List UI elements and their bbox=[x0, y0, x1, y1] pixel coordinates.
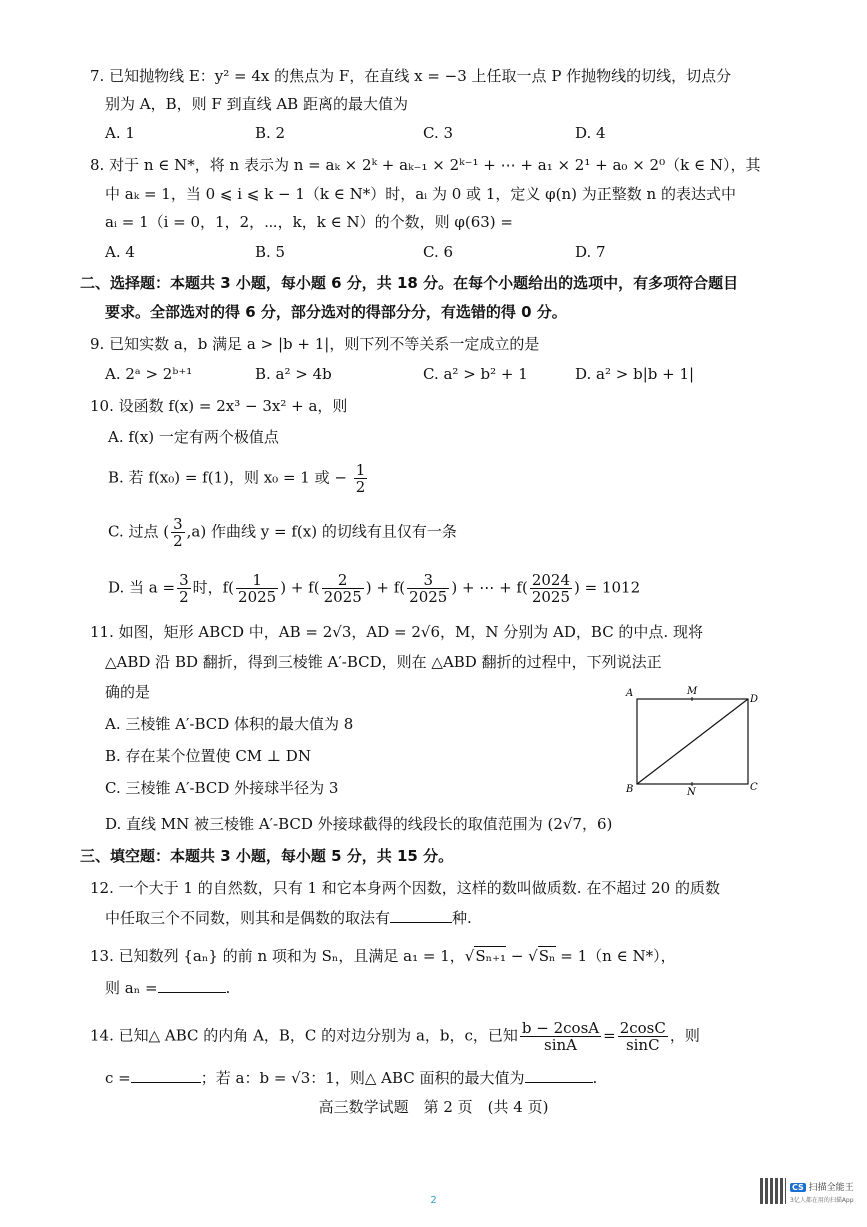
q14-frac-1 bbox=[520, 1020, 601, 1053]
fraction-numerator: b − 2cosA bbox=[521, 1019, 600, 1037]
q14-frac-2 bbox=[618, 1020, 668, 1053]
q10-d-frac-3 bbox=[407, 572, 449, 605]
q11-option-c: C. 三棱锥 A′-BCD 外接球半径为 3 bbox=[105, 779, 339, 797]
q10-stem: 10. 设函数 f(x) = 2x³ − 3x² + a，则 bbox=[90, 397, 348, 415]
q14-line1 bbox=[90, 1020, 700, 1053]
fraction-denominator: 2 bbox=[355, 478, 366, 496]
q13-line1-tail: = 1（n ∈ N*）， bbox=[555, 947, 676, 965]
label-c: C bbox=[750, 782, 758, 793]
q13-line2-text: 则 aₙ = bbox=[105, 979, 158, 997]
q11-line1: 11. 如图，矩形 ABCD 中，AB = 2√3，AD = 2√6，M，N 分别为 AD，BC 的中点. 现将 bbox=[90, 623, 703, 641]
fraction-numerator: 3 bbox=[173, 515, 183, 533]
q8-option-a: A. 4 bbox=[105, 243, 135, 261]
fraction-denominator: 2025 bbox=[409, 588, 448, 606]
q10-option-b-fraction bbox=[354, 462, 368, 495]
q9-option-b: B. a² > 4b bbox=[255, 365, 332, 383]
fraction-numerator: 2cosC bbox=[619, 1019, 666, 1037]
fraction-denominator: 2025 bbox=[323, 588, 362, 606]
diagonal-bd bbox=[637, 699, 748, 784]
scanner-watermark bbox=[790, 1180, 854, 1204]
q9-option-a: A. 2ᵃ > 2ᵇ⁺¹ bbox=[105, 365, 193, 383]
q8-option-c: C. 6 bbox=[423, 243, 454, 261]
rectangle-abcd-figure bbox=[620, 680, 770, 795]
section2-heading-line1: 二、选择题：本题共 3 小题，每小题 6 分，共 18 分。在每个小题给出的选项中，有多项符合题目 bbox=[80, 274, 739, 292]
q9-option-d: D. a² > b|b + 1| bbox=[575, 365, 695, 383]
q10-option-a: A. f(x) 一定有两个极值点 bbox=[108, 428, 279, 446]
q10-option-c bbox=[108, 516, 457, 549]
q14-line2-tail: . bbox=[592, 1069, 598, 1087]
q11-line3: 确的是 bbox=[105, 683, 151, 701]
q7-line1: 7. 已知抛物线 E：y² = 4x 的焦点为 F，在直线 x = −3 上任取一点 P 作抛物线的切线，切点分 bbox=[90, 67, 732, 85]
q7-option-c: C. 3 bbox=[423, 124, 454, 142]
q8-line1: 8. 对于 n ∈ N*，将 n 表示为 n = aₖ × 2ᵏ + aₖ₋₁ × 2ᵏ⁻¹ + ⋯ + a₁ × 2¹ + a₀ × 2⁰（k ∈ N），其 bbox=[90, 156, 761, 174]
q10-d-sep: ) + f( bbox=[280, 578, 320, 597]
fraction-numerator: 2024 bbox=[531, 571, 570, 589]
equals-sign: = bbox=[603, 1026, 616, 1045]
q14-line1-text: 14. 已知△ ABC 的内角 A，B，C 的对边分别为 a，b，c，已知 bbox=[90, 1026, 518, 1045]
q11-option-b: B. 存在某个位置使 CM ⊥ DN bbox=[105, 747, 311, 765]
scanner-tagline: 3亿人都在用的扫描App bbox=[790, 1197, 854, 1204]
sqrt-s-n: Sₙ bbox=[538, 947, 556, 965]
q13-line2-tail: . bbox=[225, 979, 231, 997]
fraction-denominator: sinA bbox=[544, 1036, 577, 1054]
qr-code-icon bbox=[760, 1178, 786, 1204]
label-n: N bbox=[687, 787, 696, 795]
label-b: B bbox=[626, 784, 634, 795]
q10-option-b-text: B. 若 f(x₀) = f(1)，则 x₀ = 1 或 − bbox=[108, 468, 347, 487]
fraction-denominator: sinC bbox=[625, 1036, 660, 1054]
q9-stem: 9. 已知实数 a，b 满足 a > |b + 1|，则下列不等关系一定成立的是 bbox=[90, 335, 540, 353]
q7-option-b: B. 2 bbox=[255, 124, 286, 142]
page-marker: 2 bbox=[430, 1195, 437, 1206]
q14-answer-blank-2 bbox=[525, 1068, 593, 1083]
q7-option-d: D. 4 bbox=[575, 124, 606, 142]
q7-option-a: A. 1 bbox=[105, 124, 135, 142]
q13-line2 bbox=[105, 978, 230, 998]
fraction-numerator: 1 bbox=[355, 461, 366, 479]
section3-heading: 三、填空题：本题共 3 小题，每小题 5 分，共 15 分。 bbox=[80, 847, 454, 865]
q10-d-frac-4 bbox=[530, 572, 572, 605]
q10-d-frac-2 bbox=[322, 572, 364, 605]
fraction-denominator: 2 bbox=[173, 532, 183, 550]
q13-line1: 13. 已知数列 {aₙ} 的前 n 项和为 Sₙ，且满足 a₁ = 1，√Sₙ₊₁ − √Sₙ = 1（n ∈ N*）， bbox=[90, 947, 676, 965]
scanner-logo: CS bbox=[792, 1183, 804, 1192]
q12-line1: 12. 一个大于 1 的自然数，只有 1 和它本身两个因数，这样的数叫做质数. 在不超过 20 的质数 bbox=[90, 879, 720, 897]
q14-line2-text: c = bbox=[105, 1069, 131, 1087]
fraction-numerator: 1 bbox=[236, 572, 278, 589]
q14-line2 bbox=[105, 1068, 597, 1088]
page-footer: 高三数学试题 第 2 页 (共 4 页) bbox=[318, 1098, 549, 1116]
q10-option-c-fraction bbox=[171, 516, 185, 549]
q10-d-sep: ) + f( bbox=[365, 578, 406, 597]
q11-option-a: A. 三棱锥 A′-BCD 体积的最大值为 8 bbox=[105, 715, 354, 733]
q10-option-b bbox=[108, 462, 369, 495]
q14-line2-mid: ；若 a：b = √3：1，则△ ABC 面积的最大值为 bbox=[200, 1069, 525, 1087]
section2-heading-line2: 要求。全部选对的得 6 分，部分选对的得部分分，有选错的得 0 分。 bbox=[105, 303, 567, 321]
label-a: A bbox=[626, 688, 634, 699]
q10-d-frac-1 bbox=[236, 572, 278, 605]
q14-answer-blank-1 bbox=[131, 1068, 201, 1083]
sqrt-s-n-plus-1: Sₙ₊₁ bbox=[475, 947, 507, 965]
fraction-denominator: 2025 bbox=[238, 588, 277, 606]
fraction-numerator: 3 bbox=[179, 571, 189, 589]
q10-option-d-text: D. 当 a = bbox=[108, 578, 176, 597]
q7-line2: 别为 A，B，则 F 到直线 AB 距离的最大值为 bbox=[105, 95, 408, 113]
fraction-numerator: 3 bbox=[407, 572, 449, 589]
q10-d-mid: 时，f( bbox=[192, 578, 235, 597]
q12-line2-text: 中任取三个不同数，则其和是偶数的取法有 bbox=[105, 909, 391, 927]
q10-d-frac-a bbox=[177, 572, 191, 605]
q10-d-sep: ) + ⋯ + f( bbox=[451, 578, 528, 597]
minus-sign: − bbox=[506, 947, 529, 965]
q13-line1-text: 13. 已知数列 {aₙ} 的前 n 项和为 Sₙ，且满足 a₁ = 1， bbox=[90, 947, 465, 965]
q8-option-d: D. 7 bbox=[575, 243, 606, 261]
q10-option-c-text-post: ,a) 作曲线 y = f(x) 的切线有且仅有一条 bbox=[186, 522, 457, 541]
fraction-denominator: 2025 bbox=[531, 588, 570, 606]
q13-answer-blank bbox=[158, 978, 226, 993]
label-m: M bbox=[687, 686, 698, 697]
q8-line2: 中 aₖ = 1，当 0 ⩽ i ⩽ k − 1（k ∈ N*）时，aᵢ 为 0 或 1，定义 φ(n) 为正整数 n 的表达式中 bbox=[105, 185, 736, 203]
scanner-brand-name: 扫描全能王 bbox=[808, 1183, 854, 1193]
q12-line2-tail: 种. bbox=[452, 909, 472, 927]
q9-option-c: C. a² > b² + 1 bbox=[423, 365, 528, 383]
q10-option-c-text: C. 过点 ( bbox=[108, 522, 170, 541]
q8-line3: aᵢ = 1（i = 0，1，2，⋯，k，k ∈ N）的个数，则 φ(63) = bbox=[105, 213, 513, 231]
q12-answer-blank bbox=[390, 908, 452, 923]
q14-line1-tail: ，则 bbox=[669, 1026, 700, 1045]
fraction-denominator: 2 bbox=[179, 588, 189, 606]
q11-line2: △ABD 沿 BD 翻折，得到三棱锥 A′-BCD，则在 △ABD 翻折的过程中，下列说法正 bbox=[105, 653, 662, 671]
q12-line2 bbox=[105, 908, 472, 928]
fraction-numerator: 2 bbox=[322, 572, 364, 589]
q11-option-d: D. 直线 MN 被三棱锥 A′-BCD 外接球截得的线段长的取值范围为 (2√7，6) bbox=[105, 815, 613, 833]
label-d: D bbox=[750, 694, 759, 705]
q10-option-d bbox=[108, 572, 640, 605]
q10-d-end: ) = 1012 bbox=[574, 578, 641, 597]
q8-option-b: B. 5 bbox=[255, 243, 286, 261]
